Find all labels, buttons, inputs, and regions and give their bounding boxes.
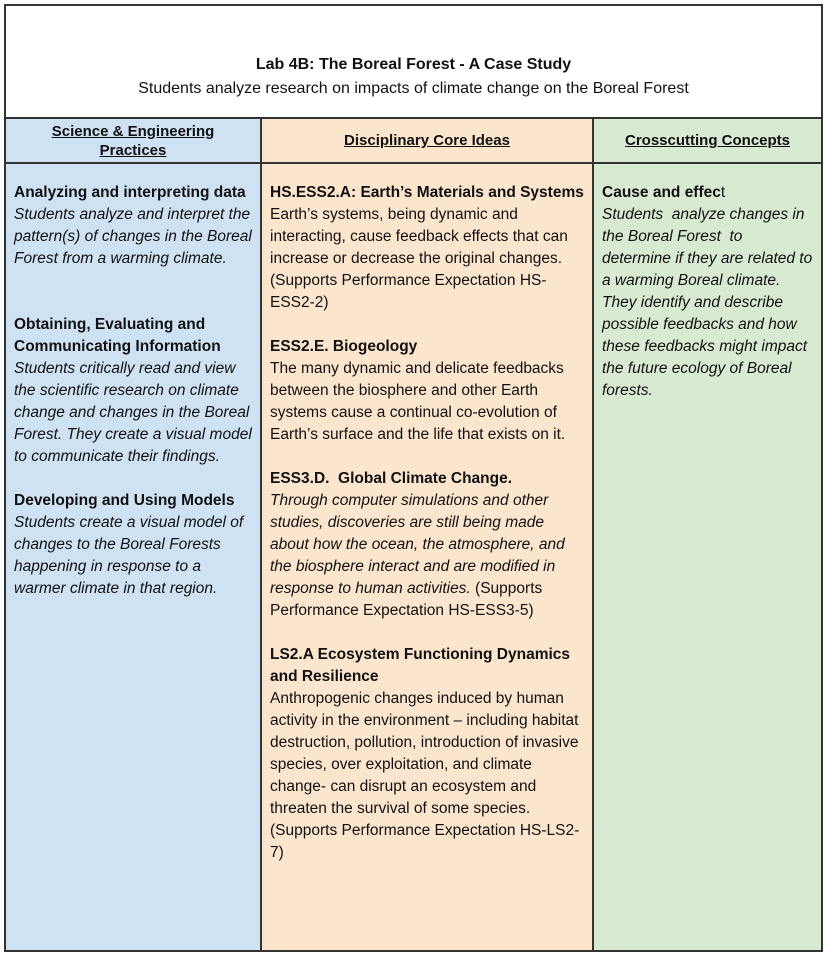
core-idea-item: [270, 468, 585, 622]
crosscutting-item: [602, 182, 817, 402]
column-header-row: [6, 119, 821, 164]
practice-item: [14, 182, 257, 270]
practice-title: Analyzing and interpreting data: [14, 184, 246, 201]
core-idea-description: Anthropogenic changes induced by human activity in the environment – including habitat destruction, pollution, introduction of invasive species, over exploitation, and climate change- can disrupt an ecosystem and threaten the survival of some species. (Supports Performance Expectation HS-LS2-7): [270, 690, 583, 861]
crosscutting-title: [602, 182, 814, 204]
practice-description: Students critically read and view the scientific research on climate change and changes in the Boreal Forest. They create a visual model to communicate their findings.: [14, 360, 257, 465]
crosscutting-cell: [592, 164, 821, 950]
ngss-standards-table: [4, 4, 823, 952]
header-cell-crosscutting: [592, 119, 821, 164]
core-idea-description-suffix: (Supports Performance Expectation HS-ESS3-5): [270, 580, 551, 619]
practice-item: [14, 314, 257, 468]
core-ideas-cell: [260, 164, 592, 950]
core-idea-item: [270, 644, 585, 864]
table-banner: [6, 6, 821, 119]
practices-header-label: Science & Engineering Practices: [51, 122, 215, 159]
crosscutting-header-label: Crosscutting Concepts: [624, 132, 790, 149]
core-idea-description-italic: Through computer simulations and other studies, discoveries are still being made about how the ocean, the atmosphere, and the biosphere interact and are modified in response to human activities.: [270, 492, 570, 597]
lab-title: Lab 4B: The Boreal Forest - A Case Study: [255, 56, 572, 73]
header-cell-core-ideas: [260, 119, 592, 164]
crosscutting-description: Students analyze changes in the Boreal Forest to determine if they are related to a warming Boreal climate. They identify and describe possible feedbacks and how these feedbacks might impact the future ecology of Boreal forests.: [602, 206, 817, 399]
core-idea-title: ESS2.E. Biogeology: [270, 338, 418, 355]
lab-subtitle: Students analyze research on impacts of climate change on the Boreal Forest: [138, 80, 689, 97]
practice-title: Obtaining, Evaluating and Communicating Information: [14, 316, 221, 355]
practice-description: Students create a visual model of changes to the Boreal Forests happening in response to a warmer climate in that region.: [14, 514, 248, 597]
core-idea-description: Earth’s systems, being dynamic and interacting, cause feedback effects that can increase or decrease the original changes. (Supports Performance Expectation HS-ESS2-2): [270, 206, 573, 311]
core-idea-title: ESS3.D. Global Climate Change.: [270, 470, 513, 487]
core-idea-title: HS.ESS2.A: Earth’s Materials and Systems: [270, 184, 584, 201]
core-idea-item: [270, 336, 585, 446]
core-idea-title: LS2.A Ecosystem Functioning Dynamics and Resilience: [270, 646, 575, 685]
core-idea-description: [270, 490, 585, 622]
crosscutting-title-tail: t: [720, 184, 726, 201]
practice-title: Developing and Using Models: [14, 492, 235, 509]
header-cell-practices: [6, 119, 260, 164]
practices-cell: [6, 164, 260, 950]
core-ideas-header-label: Disciplinary Core Ideas: [344, 132, 510, 149]
practice-description: Students analyze and interpret the pattern(s) of changes in the Boreal Forest from a warming climate.: [14, 206, 257, 267]
table-body-row: [6, 164, 821, 950]
core-idea-item: [270, 182, 585, 314]
crosscutting-title-bold: Cause and effec: [602, 184, 721, 201]
practice-item: [14, 490, 253, 600]
core-idea-description: The many dynamic and delicate feedbacks between the biosphere and other Earth systems cause a continual co-evolution of Earth’s surface and the life that exists on it.: [270, 360, 569, 443]
